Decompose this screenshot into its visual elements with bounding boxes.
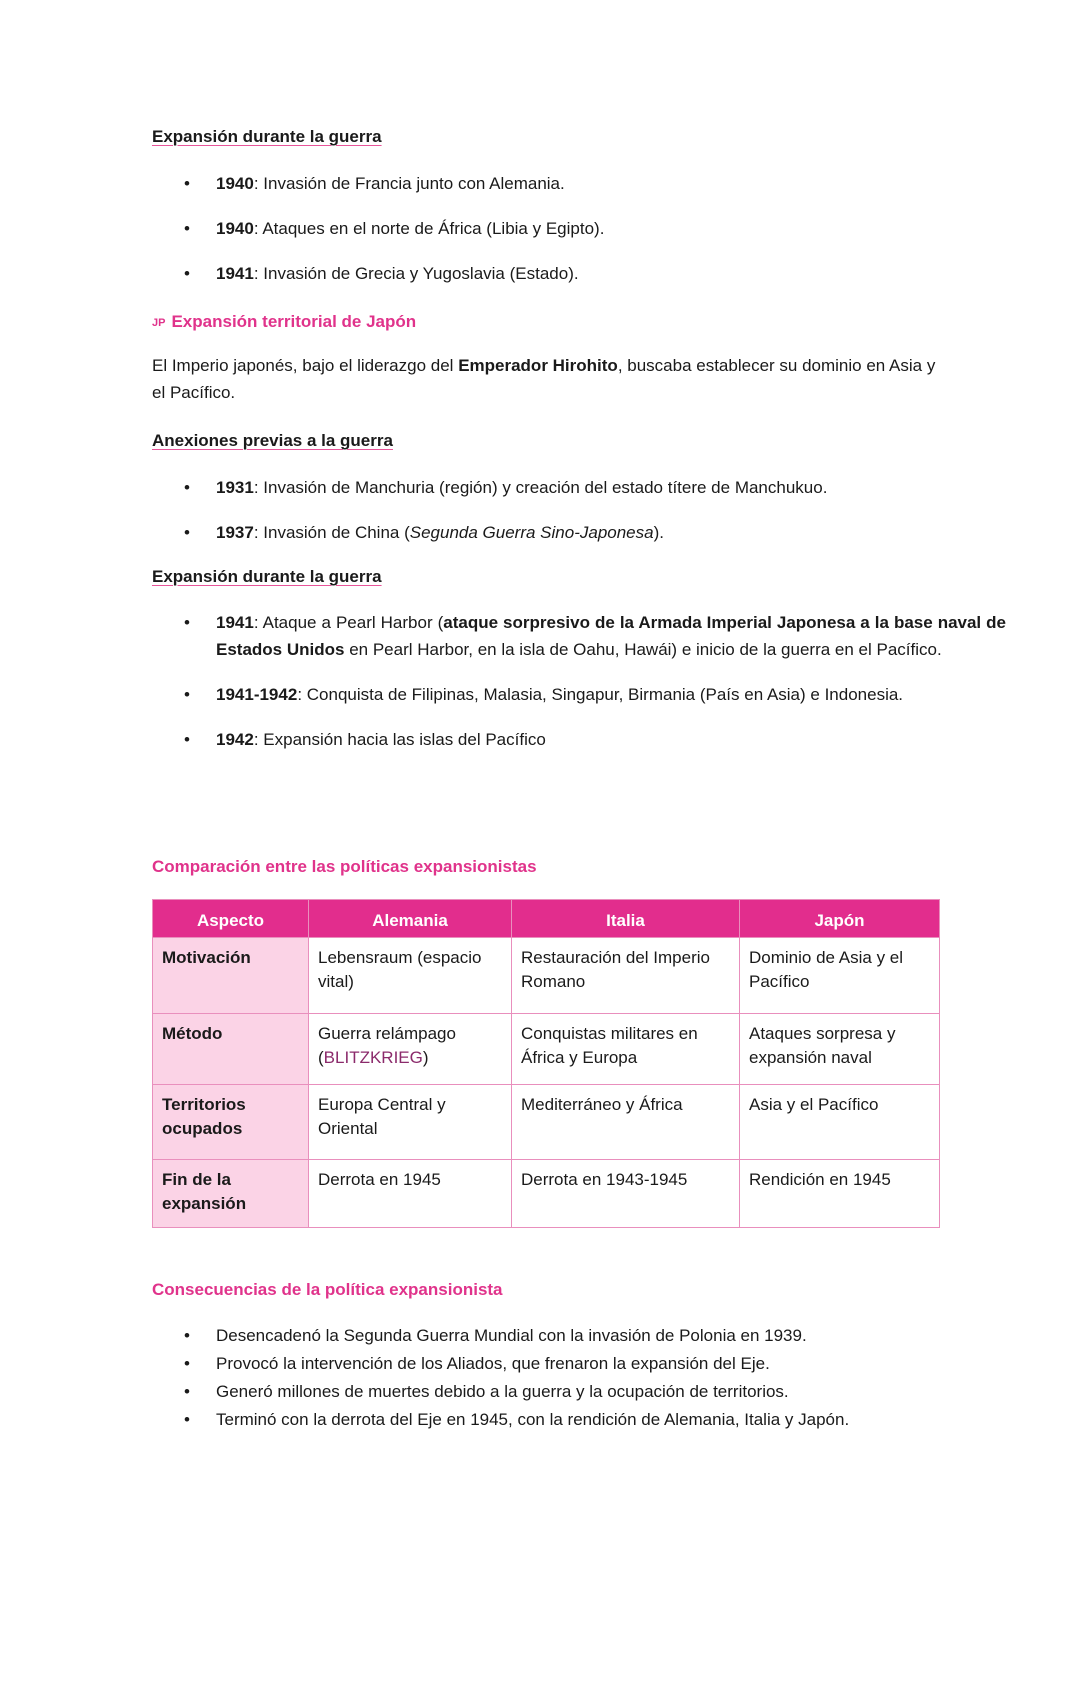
year-label: 1941	[216, 264, 254, 283]
emperor-name: Emperador Hirohito	[458, 356, 618, 375]
year-label: 1937	[216, 523, 254, 542]
japan-flag-icon: JP	[152, 317, 166, 329]
list-item: • Terminó con la derrota del Eje en 1945, con la rendición de Alemania, Italia y Japón.	[152, 1406, 1006, 1433]
item-text: : Ataques en el norte de África (Libia y Egipto).	[253, 219, 605, 238]
table-row	[153, 1014, 940, 1085]
section-heading-comparison: Comparación entre las políticas expansionistas	[152, 857, 537, 876]
row-header: Territorios ocupados	[153, 1085, 309, 1160]
table-cell: Dominio de Asia y el Pacífico	[740, 938, 940, 1014]
table-cell: Ataques sorpresa y expansión naval	[740, 1014, 940, 1085]
japan-war-list	[152, 609, 1006, 771]
war-name: Segunda Guerra Sino-Japonesa	[409, 523, 654, 542]
cell-text: Guerra relámpago (	[318, 1024, 456, 1067]
list-item	[152, 215, 1006, 242]
item-text-end: en Pearl Harbor, en la isla de Oahu, Hawái) e inicio de la guerra en el Pacífico.	[344, 640, 942, 659]
row-header: Fin de la expansión	[153, 1160, 309, 1228]
table-row	[153, 1085, 940, 1160]
list-item	[152, 609, 1006, 663]
table-cell: Derrota en 1945	[309, 1160, 512, 1228]
section-heading-japan-prev: Anexiones previas a la guerra	[152, 431, 393, 450]
table-cell: Derrota en 1943-1945	[512, 1160, 740, 1228]
row-header: Método	[153, 1014, 309, 1085]
table-cell: Asia y el Pacífico	[740, 1085, 940, 1160]
table-cell: Mediterráneo y África	[512, 1085, 740, 1160]
italy-war-list	[152, 170, 1006, 305]
cell-text-end: )	[422, 1048, 429, 1067]
blitzkrieg-term: BLITZKRIEG	[323, 1048, 423, 1067]
intro-text-end: , buscaba establecer su dominio en Asia y el Pacífico.	[152, 356, 936, 402]
year-label: 1941-1942	[216, 685, 298, 704]
column-header: Japón	[740, 900, 940, 938]
japan-title: Expansión territorial de Japón	[171, 312, 417, 331]
table-cell: Lebensraum (espacio vital)	[309, 938, 512, 1014]
table-row	[153, 1160, 940, 1228]
list-item	[152, 474, 1006, 501]
item-text-end: ).	[653, 523, 664, 542]
column-header: Aspecto	[153, 900, 309, 938]
item-text: : Conquista de Filipinas, Malasia, Singapur, Birmania (País en Asia) e Indonesia.	[297, 685, 904, 704]
item-text: : Invasión de Francia junto con Alemania.	[253, 174, 565, 193]
table-cell: Europa Central y Oriental	[309, 1085, 512, 1160]
item-text: : Invasión de China (	[253, 523, 410, 542]
list-item: • Desencadenó la Segunda Guerra Mundial con la invasión de Polonia en 1939.	[152, 1322, 1006, 1349]
item-text: : Invasión de Manchuria (región) y creación del estado títere de Manchukuo.	[253, 478, 828, 497]
japan-prev-list	[152, 474, 1006, 564]
year-label: 1942	[216, 730, 254, 749]
list-item	[152, 681, 1006, 708]
table-row	[153, 938, 940, 1014]
list-item	[152, 726, 1006, 753]
list-item	[152, 260, 1006, 287]
row-header: Motivación	[153, 938, 309, 1014]
list-item: • Provocó la intervención de los Aliados, que frenaron la expansión del Eje.	[152, 1350, 1006, 1377]
table-cell: Restauración del Imperio Romano	[512, 938, 740, 1014]
table-cell: Conquistas militares en África y Europa	[512, 1014, 740, 1085]
item-text: : Expansión hacia las islas del Pacífico	[253, 730, 546, 749]
attack-description: ataque sorpresivo de la Armada Imperial Japonesa a la base naval de Estados Unidos	[216, 613, 1006, 659]
section-heading-italy-war: Expansión durante la guerra	[152, 127, 382, 146]
comparison-table	[152, 899, 940, 1228]
table-header-row	[153, 900, 940, 938]
table-cell: Rendición en 1945	[740, 1160, 940, 1228]
list-item: • Generó millones de muertes debido a la guerra y la ocupación de territorios.	[152, 1378, 1006, 1405]
table-cell	[309, 1014, 512, 1085]
section-heading-consequences: Consecuencias de la política expansionista	[152, 1280, 503, 1299]
year-label: 1940	[216, 174, 254, 193]
year-label: 1940	[216, 219, 254, 238]
intro-text: El Imperio japonés, bajo el liderazgo del	[152, 356, 459, 375]
column-header: Alemania	[309, 900, 512, 938]
item-text: : Invasión de Grecia y Yugoslavia (Estado).	[253, 264, 579, 283]
section-heading-japan	[152, 312, 416, 332]
consequences-list	[152, 1322, 1006, 1434]
list-item	[152, 519, 1006, 546]
column-header: Italia	[512, 900, 740, 938]
japan-intro-paragraph	[152, 352, 942, 406]
year-label: 1931	[216, 478, 254, 497]
list-item	[152, 170, 1006, 197]
year-label: 1941	[216, 613, 254, 632]
section-heading-japan-war: Expansión durante la guerra	[152, 567, 382, 586]
item-text: : Ataque a Pearl Harbor (	[253, 613, 444, 632]
